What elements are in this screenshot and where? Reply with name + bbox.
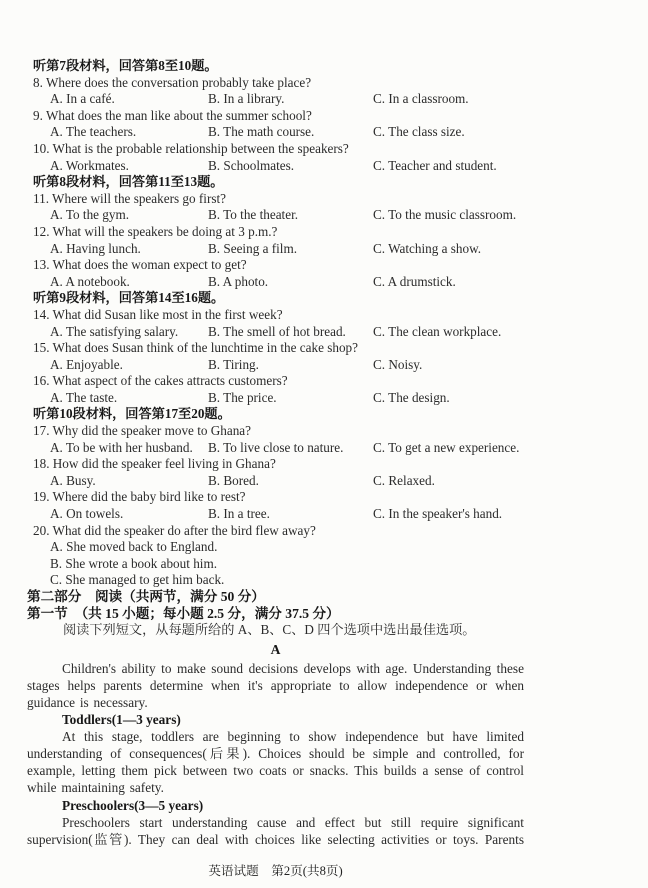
passage-a-label: A [270,641,281,657]
question-text: 17. Why did the speaker move to Ghana? [33,423,252,439]
question-text: 11. Where will the speakers go first? [33,190,226,206]
option-b: B. Tiring. [208,356,259,372]
material-header: 听第7段材料，回答第8至10题。 [33,58,218,73]
option-c: C. To get a new experience. [373,439,520,455]
option-a: A. To be with her husband. [50,439,193,455]
options-row [27,207,524,224]
option-a: A. In a café. [50,91,115,107]
options-row [27,274,524,291]
option-c: C. The class size. [373,124,465,140]
option-a: A. The taste. [50,389,118,405]
passage-subheading: Preschoolers(3—5 years) [62,797,204,813]
option-b: B. In a library. [208,91,285,107]
question-text: 12. What will the speakers be doing at 3 p.m.? [33,223,278,239]
question-text: 10. What is the probable relationship between the speakers? [33,140,349,156]
option-b: B. She wrote a book about him. [50,555,218,571]
option-b: B. Schoolmates. [208,157,295,173]
option-a: A. A notebook. [50,273,130,289]
option-c: C. Noisy. [373,356,423,372]
option-a: A. To the gym. [50,207,130,223]
option-c: C. Watching a show. [373,240,482,256]
options-row [27,473,524,490]
option-b: B. A photo. [208,273,269,289]
option-c: C. Relaxed. [373,472,435,488]
passage-paragraph: Preschoolers start understanding cause and effect but still require significant supervision(监管). They can deal with choices like selecting activities or toys. Parents [27,814,524,847]
part2-section1-title: 第一节 （共 15 小题；每小题 2.5 分，满分 37.5 分） [27,605,340,621]
options-row [27,357,524,374]
option-c: C. The clean workplace. [373,323,502,339]
option-c: C. The design. [373,389,450,405]
question-text: 16. What aspect of the cakes attracts customers? [33,373,288,389]
reading-instruction: 阅读下列短文，从每题所给的 A、B、C、D 四个选项中选出最佳选项。 [63,622,476,638]
material-header: 听第9段材料，回答第14至16题。 [33,290,225,306]
question-text: 18. How did the speaker feel living in Ghana? [33,456,276,472]
option-a: A. She moved back to England. [50,539,218,555]
option-a: A. The teachers. [50,124,137,140]
option-c: C. She managed to get him back. [50,572,225,588]
reading-section [27,589,524,848]
question-text: 19. Where did the baby bird like to rest? [33,489,246,505]
passage-subheading: Toddlers(1—3 years) [62,712,181,728]
option-c: C. Teacher and student. [373,157,497,173]
option-a: A. The satisfying salary. [50,323,179,339]
question-text: 13. What does the woman expect to get? [33,257,247,273]
question-text: 15. What does Susan think of the lunchtime in the cake shop? [33,340,358,356]
options-row [27,440,524,457]
options-row [27,241,524,258]
option-a: A. Busy. [50,472,96,488]
option-b: B. To live close to nature. [208,439,344,455]
options-row [27,506,524,523]
passage-paragraph: Children's ability to make sound decisions develops with age. Understanding these stages helps parents determine when it's appropriate to allow independence or when guidance is necessary. [27,660,524,710]
part2-title: 第二部分 阅读（共两节，满分 50 分） [27,589,265,604]
option-b: B. In a tree. [208,506,270,522]
option-c: C. To the music classroom. [373,207,517,223]
page-content [27,58,524,848]
passage-paragraph: At this stage, toddlers are beginning to show independence but have limited understanding of consequences(后果). Choices should be simple and controlled, for example, letting them pick between two coats or snacks. This builds a sense of control while maintaining safety. [27,729,524,796]
options-row [27,390,524,407]
option-b: B. Seeing a film. [208,240,298,256]
material-header: 听第8段材料，回答第11至13题。 [33,174,224,190]
question-text: 9. What does the man like about the summer school? [33,107,312,123]
passage-a-body [27,660,524,848]
option-c: C. In a classroom. [373,91,469,107]
option-a: A. On towels. [50,506,124,522]
listening-section [27,58,524,589]
option-a: A. Workmates. [50,157,129,173]
option-b: B. To the theater. [208,207,299,223]
question-text: 14. What did Susan like most in the first week? [33,306,283,322]
options-row [27,324,524,341]
option-c: C. In the speaker's hand. [373,506,503,522]
options-row [27,91,524,108]
option-a: A. Having lunch. [50,240,141,256]
page-footer: 英语试题 第2页(共8页) [208,864,343,878]
options-row [27,158,524,175]
option-b: B. The price. [208,389,277,405]
option-b: B. The smell of hot bread. [208,323,346,339]
option-b: B. The math course. [208,124,315,140]
options-row [27,124,524,141]
material-header: 听第10段材料，回答第17至20题。 [33,406,231,422]
question-text: 8. Where does the conversation probably take place? [33,74,312,90]
question-text: 20. What did the speaker do after the bird flew away? [33,522,316,538]
option-a: A. Enjoyable. [50,356,123,372]
option-b: B. Bored. [208,472,259,488]
option-c: C. A drumstick. [373,273,456,289]
